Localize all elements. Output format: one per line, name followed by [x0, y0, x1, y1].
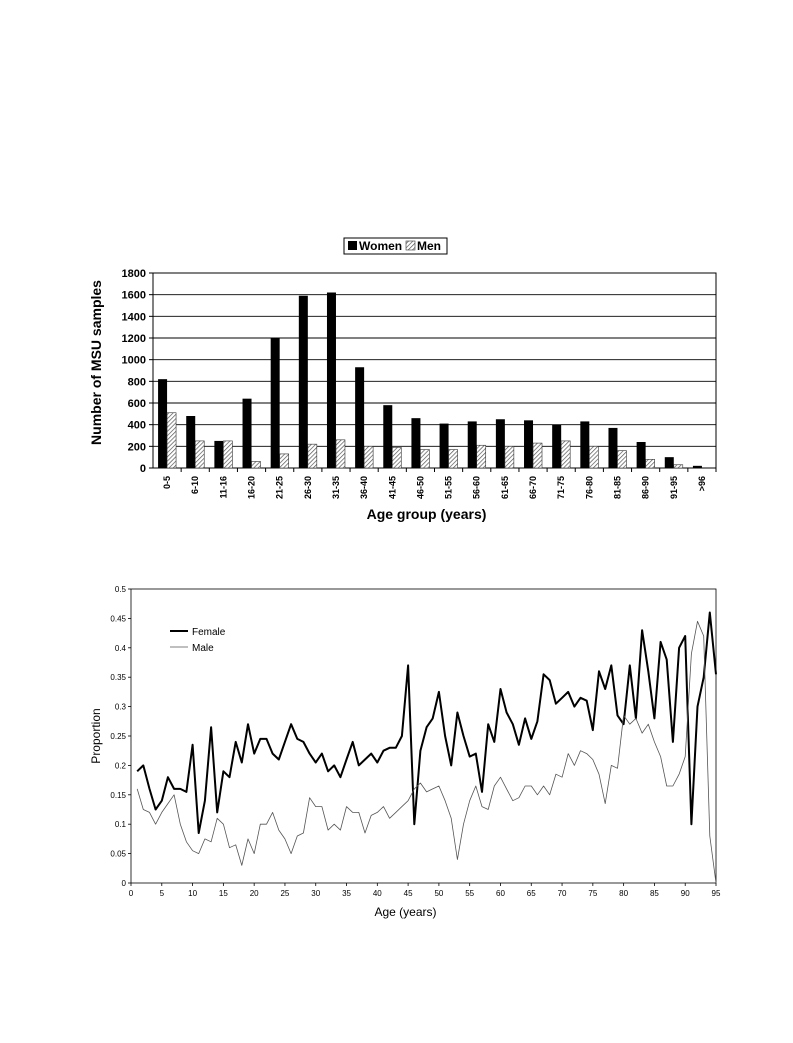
bar-women — [186, 416, 195, 468]
bar-men — [477, 445, 486, 468]
bar-men — [646, 459, 655, 468]
bar-x-tick-label: 21-25 — [274, 476, 285, 500]
bar-x-tick-label: 86-90 — [640, 476, 651, 500]
bar-men — [336, 440, 345, 468]
bar-women — [552, 425, 561, 468]
bar-women — [637, 442, 646, 468]
line-x-tick-label: 60 — [496, 889, 505, 898]
line-x-axis-title: Age (years) — [374, 905, 437, 919]
bar-y-tick-label: 1600 — [121, 289, 146, 302]
line-x-tick-label: 45 — [403, 889, 413, 898]
line-y-axis-title: Proportion — [89, 708, 103, 764]
bar-men — [308, 444, 317, 468]
bar-men — [420, 450, 429, 468]
bar-men — [561, 441, 570, 468]
bar-men — [223, 441, 232, 468]
bar-y-tick-label: 0 — [139, 463, 146, 475]
bar-men — [167, 413, 176, 468]
bar-x-tick-label: 31-35 — [330, 476, 341, 500]
bar-x-tick-label: >96 — [696, 476, 707, 492]
bar-men — [533, 443, 542, 468]
bar-y-axis-title: Number of MSU samples — [88, 280, 104, 445]
line-x-tick-label: 80 — [619, 889, 629, 898]
bar-y-tick-label: 200 — [127, 441, 146, 454]
bar-women — [327, 293, 336, 469]
line-x-tick-label: 75 — [588, 889, 598, 898]
line-y-tick-label: 0.05 — [110, 849, 126, 859]
legend-label-male: Male — [192, 643, 214, 654]
line-chart — [89, 585, 721, 919]
bar-x-tick-label: 41-45 — [387, 476, 398, 500]
line-x-tick-label: 85 — [649, 889, 659, 898]
legend-swatch-women — [348, 241, 357, 250]
bar-x-tick-label: 0-5 — [162, 476, 173, 490]
line-y-tick-label: 0 — [121, 879, 126, 888]
bar-plot-frame — [153, 273, 716, 468]
line-y-tick-label: 0.5 — [114, 585, 126, 594]
line-y-tick-label: 0.35 — [110, 673, 126, 683]
bar-men — [449, 450, 458, 468]
bar-women — [440, 424, 449, 468]
bar-y-tick-label: 400 — [127, 419, 146, 432]
line-x-tick-label: 20 — [249, 889, 259, 898]
bar-women — [271, 338, 280, 468]
bar-chart — [88, 238, 716, 522]
bar-x-tick-label: 56-60 — [471, 476, 482, 500]
bar-men — [280, 454, 289, 468]
bar-men — [505, 446, 514, 468]
line-x-tick-label: 90 — [680, 889, 690, 898]
line-x-tick-label: 30 — [311, 889, 321, 898]
bar-women — [524, 420, 533, 468]
bar-x-tick-label: 76-80 — [584, 476, 595, 500]
bar-women — [214, 441, 223, 468]
line-x-tick-label: 25 — [280, 889, 290, 898]
line-y-tick-label: 0.45 — [110, 614, 126, 624]
line-x-tick-label: 65 — [526, 889, 536, 898]
bar-x-tick-label: 61-65 — [499, 476, 510, 500]
legend-swatch-men — [406, 241, 415, 250]
bar-women — [383, 405, 392, 468]
line-x-tick-label: 70 — [557, 889, 567, 898]
bar-women — [355, 367, 364, 468]
bar-men — [674, 465, 683, 468]
bar-x-tick-label: 66-70 — [528, 476, 539, 500]
bar-women — [580, 421, 589, 468]
line-y-tick-label: 0.2 — [114, 761, 126, 771]
line-x-tick-label: 50 — [434, 889, 444, 898]
bar-x-tick-label: 11-16 — [218, 476, 229, 499]
bar-women — [299, 296, 308, 468]
bar-y-tick-label: 600 — [127, 398, 146, 410]
bar-women — [411, 418, 420, 468]
line-x-tick-label: 15 — [218, 889, 228, 898]
bar-x-tick-label: 6-10 — [190, 476, 201, 495]
line-y-tick-label: 0.1 — [114, 820, 126, 830]
line-x-tick-label: 55 — [465, 889, 475, 898]
bar-y-tick-label: 800 — [127, 376, 146, 389]
bar-y-tick-label: 1200 — [121, 333, 146, 345]
bar-men — [252, 462, 261, 469]
bar-y-tick-label: 1400 — [121, 311, 146, 324]
line-x-tick-label: 0 — [128, 889, 134, 898]
bar-y-tick-label: 1000 — [121, 354, 146, 367]
bar-men — [195, 441, 204, 468]
legend-label-female: Female — [192, 627, 226, 638]
line-y-tick-label: 0.4 — [114, 643, 126, 653]
line-x-tick-label: 40 — [372, 889, 382, 898]
bar-women — [158, 379, 167, 468]
bar-women — [608, 428, 617, 468]
bar-men — [589, 446, 598, 468]
bar-women — [496, 419, 505, 468]
bar-x-tick-label: 91-95 — [668, 476, 679, 500]
bar-women — [468, 421, 477, 468]
bar-x-tick-label: 46-50 — [415, 476, 426, 500]
bar-x-tick-label: 26-30 — [302, 476, 313, 500]
bar-women — [693, 466, 702, 468]
line-x-tick-label: 95 — [711, 889, 721, 898]
bar-men — [364, 446, 373, 468]
bar-x-tick-label: 81-85 — [612, 476, 623, 500]
bar-x-tick-label: 51-55 — [443, 476, 454, 500]
bar-x-axis-title: Age group (years) — [366, 506, 487, 522]
bar-men — [392, 447, 401, 468]
bar-men — [617, 451, 626, 468]
legend-label-women: Women — [359, 239, 403, 253]
line-y-tick-label: 0.25 — [110, 732, 126, 741]
line-y-tick-label: 0.15 — [110, 790, 126, 800]
bar-legend — [344, 238, 447, 254]
bar-women — [243, 399, 252, 468]
legend-label-men: Men — [417, 239, 441, 253]
bar-x-tick-label: 36-40 — [359, 476, 370, 500]
bar-women — [665, 457, 674, 468]
bar-y-tick-label: 1800 — [121, 268, 146, 280]
bar-x-tick-label: 71-75 — [556, 476, 567, 500]
line-legend — [170, 627, 226, 654]
line-y-tick-label: 0.3 — [114, 702, 126, 712]
line-x-tick-label: 35 — [342, 889, 351, 898]
bar-x-tick-label: 16-20 — [246, 476, 257, 500]
series-line-male — [137, 621, 716, 883]
line-x-tick-label: 5 — [159, 889, 165, 898]
line-x-tick-label: 10 — [188, 889, 198, 898]
